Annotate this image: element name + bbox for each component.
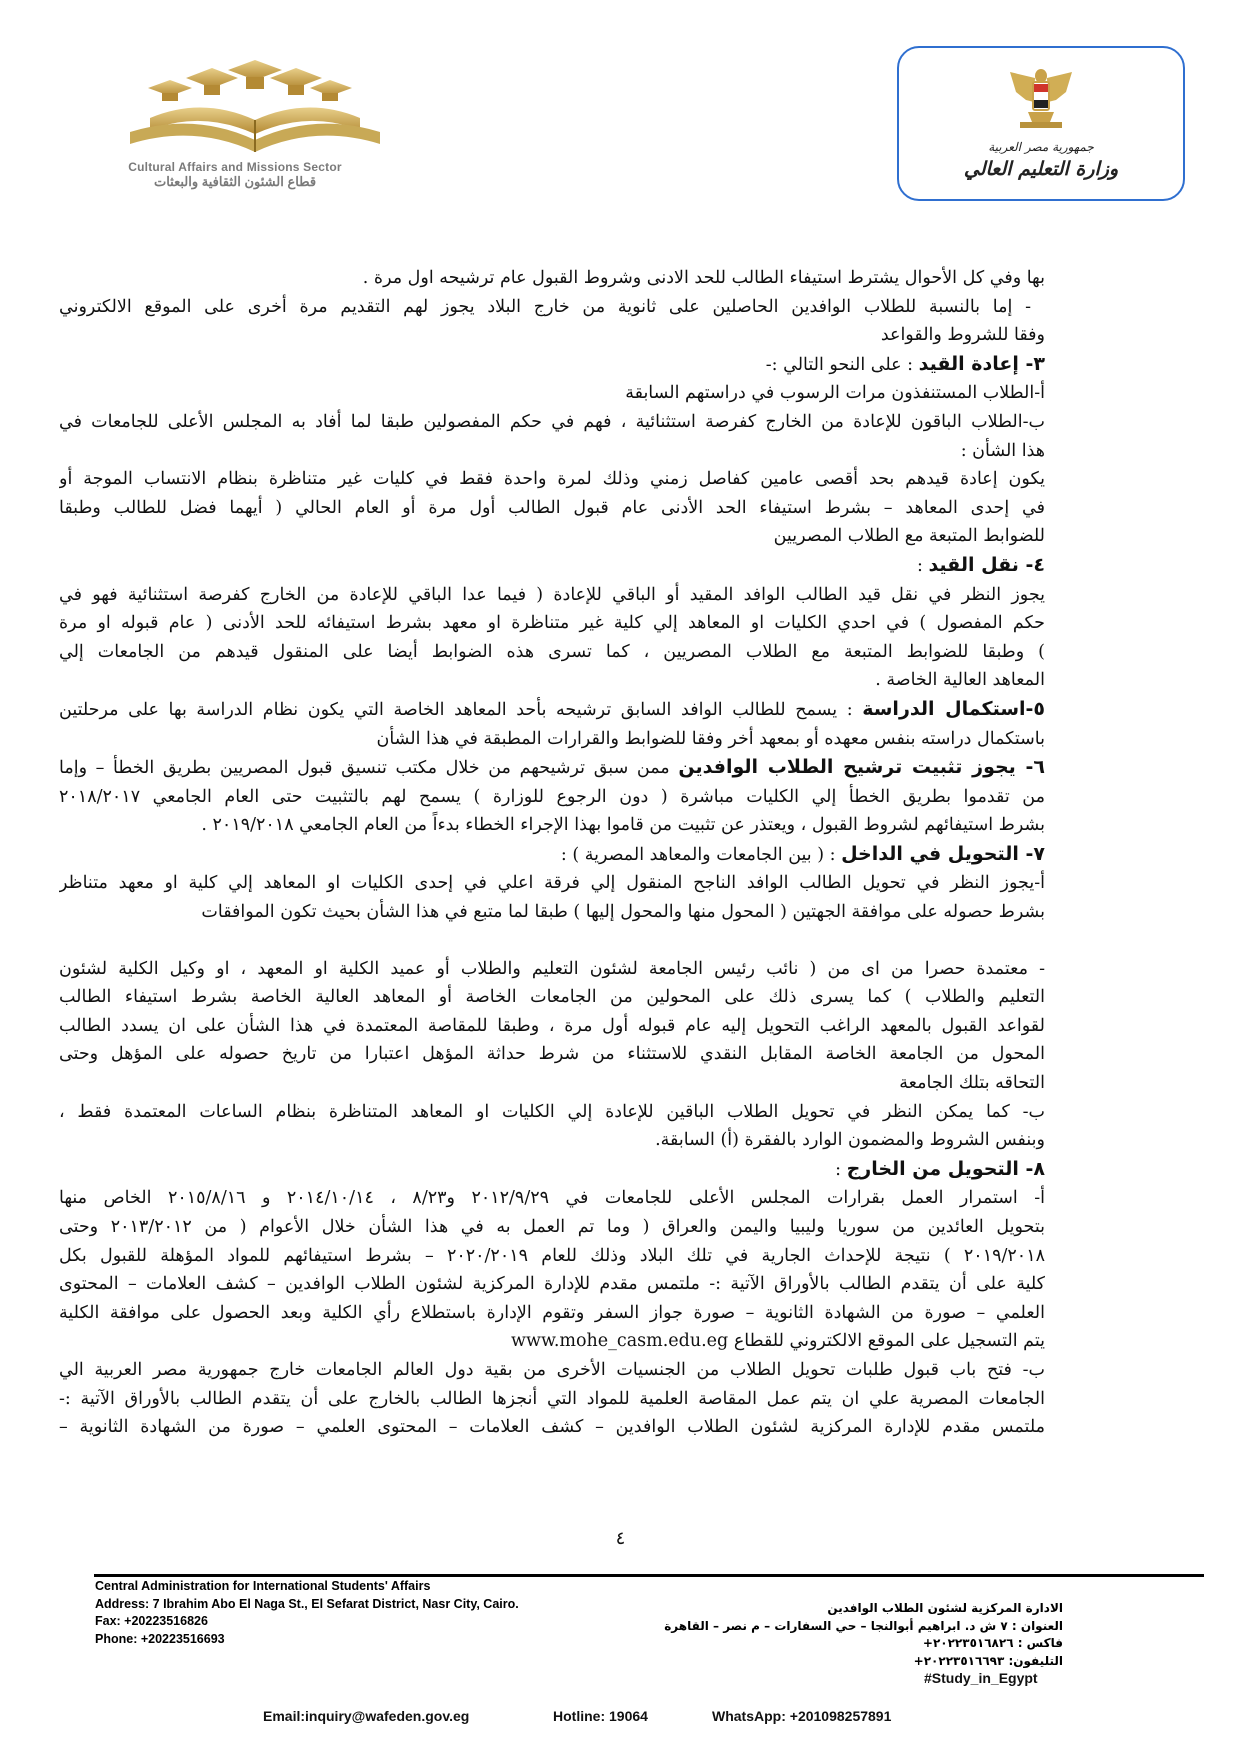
body-text: التعليم والطلاب ) كما يسرى ذلك على المحولين من الجامعات الخاصة أو المعاهد العالية الخاصة بشرط استيفاء الطالب	[59, 987, 1045, 1008]
body-text: أ- استمرار العمل بقرارات المجلس الأعلى للجامعات في ٢٠١٢/٩/٢٩ و٨/٢٣ ، ٢٠١٤/١٠/١٤ و ٢٠١٥/٨/١٦ الخاص منها	[59, 1188, 1045, 1209]
footer-org-ar: الادارة المركزية لشئون الطلاب الوافدين	[827, 1601, 1063, 1615]
body-line	[59, 321, 1045, 350]
body-line	[59, 609, 1045, 638]
body-line	[59, 869, 1045, 898]
body-text: ملتمس مقدم للإدارة المركزية لشئون الطلاب الوافدين – كشف العلامات – المحتوى العلمي – صورة من الشهادة الثانوية –	[59, 1417, 1045, 1438]
body-text: لقواعد القبول بالمعهد الراغب التحويل إليه عام قبوله أول مرة ، وطبقا للمقاصة المعتمدة في هذا الشأن على ان يسدد الطالب	[59, 1015, 1045, 1036]
body-line	[59, 1184, 1045, 1213]
body-text: المحول من الجامعة الخاصة المقابل النقدي للاستثناء من شرط حداثة المؤهل اعتبارا من تاريخ حصوله على المؤهل وحتى	[59, 1044, 1045, 1065]
body-text: حكم المفصول ) في احدي الكليات او المعاهد إلي كلية غير متناظرة او معهد بشرط استيفائه للحد الأدنى ( عام قبوله او مرة	[59, 613, 1045, 634]
body-text: للضوابط المتبعة مع الطلاب المصريين	[773, 526, 1045, 547]
body-text: بها وفي كل الأحوال يشترط استيفاء الطالب للحد الادنى وشروط القبول عام ترشيحه اول مرة .	[362, 268, 1045, 288]
section-heading: ٧- التحويل في الداخل	[841, 842, 1045, 865]
body-line	[59, 1413, 1045, 1442]
section-heading: ٦- يجوز تثبيت ترشيح الطلاب الوافدين	[678, 756, 1045, 779]
ministry-logo-frame	[897, 46, 1185, 201]
section-heading: ٥-استكمال الدراسة	[862, 697, 1045, 720]
body-line	[59, 1040, 1045, 1069]
body-text: يكون إعادة قيدهم بحد أقصى عامين كفاصل زمني وذلك لمرة واحدة فقط في كليات غير متناظرة بنظام الانتساب الموجة أو	[59, 469, 1045, 490]
body-text: باستكمال دراسته بنفس معهده أو بمعهد أخر وفقا للضوابط والقرارات المطبقة في هذا الشأن	[376, 728, 1045, 749]
page-number: ٤	[615, 1528, 626, 1549]
sector-name-en: Cultural Affairs and Missions Sector	[128, 160, 342, 174]
body-line	[59, 408, 1045, 437]
body-line	[59, 955, 1045, 984]
body-text: التحاقه بتلك الجامعة	[899, 1073, 1045, 1094]
body-text: أ-يجوز النظر في تحويل الطالب الوافد الناجح المنقول إلي فرقة اعلي في إحدى الكليات او المعاهد إلي كلية او معهد متناظر	[59, 873, 1045, 894]
body-text: بشرط استيفائهم لشروط القبول ، ويعتذر عن تثبيت من قاموا بهذا الإجراء الخطاء بدءاً من العام الجامعي ٢٠١٩/٢٠١٨ .	[201, 815, 1045, 836]
body-text: بتحويل العائدين من سوريا وليبيا واليمن والعراق ( وما تم العمل به في هذا الشأن خلال الأعوام ( من ٢٠١٣/٢٠١٢ وحتى	[59, 1217, 1045, 1237]
section-heading: ٣- إعادة القيد	[918, 352, 1045, 375]
body-line	[59, 437, 1045, 466]
body-line	[59, 1356, 1045, 1385]
body-text: : يسمح للطالب الوافد السابق ترشيحه بأحد المعاهد الخاصة التي يكون نظام الدراسة بها على مرحلتين	[59, 699, 863, 720]
graduation-books-logo	[90, 60, 380, 160]
body-line	[59, 1213, 1045, 1242]
footer-fax-ar: فاكس : ٢٠٢٢٣٥١٦٨٢٦+	[922, 1636, 1063, 1650]
body-text: :	[835, 1159, 847, 1180]
body-text: وبنفس الشروط والمضمون الوارد بالفقرة (أ) السابقة.	[655, 1130, 1045, 1151]
body-text: ممن سبق ترشيحهم من خلال مكتب تنسيق قبول المصريين بطريق الخطأ – وإما	[59, 758, 679, 779]
country-name: جمهورية مصر العربية	[988, 140, 1094, 154]
document-body	[59, 264, 1045, 1442]
body-line	[59, 494, 1045, 523]
sector-logo	[90, 60, 380, 190]
body-text: : ( بين الجامعات والمعاهد المصرية ) :	[560, 844, 842, 865]
body-text: يجوز النظر في نقل قيد الطالب الوافد المقيد أو الباقي للإعادة ( فيما عدا الباقي للإعادة من الخارج كفرصة استثنائية فهو في	[59, 584, 1045, 605]
body-text: - معتمدة حصرا من اى من ( نائب رئيس الجامعة لشئون التعليم والطلاب أو عميد الكلية او المعهد ، او وكيل الكلية لشئون	[59, 958, 1045, 979]
body-text: ب-الطلاب الباقون للإعادة من الخارج كفرصة استثنائية ، فهم في حكم المفصولين طبقا لما أفاد به المجلس الأعلى للجامعات في	[59, 411, 1045, 432]
body-text: ب- فتح باب قبول طلبات تحويل الطلاب من الجنسيات الأخرى من بقية دول العالم الجامعات خارج جمهورية مصر العربية الي	[59, 1359, 1045, 1380]
footer-email[interactable]: Email:inquiry@wafeden.gov.eg	[263, 1708, 470, 1724]
body-text: كلية على أن يتقدم الطالب بالأوراق الآتية :- ملتمس مقدم للإدارة المركزية لشئون الطلاب الوافدين – كشف العلامات – المحتوى	[59, 1274, 1045, 1295]
footer-org-en: Central Administration for International Students' Affairs	[95, 1579, 431, 1593]
body-line	[59, 350, 1045, 380]
body-line	[59, 638, 1045, 667]
section-heading: ٤- نقل القيد	[928, 553, 1045, 576]
body-text: المعاهد العالية الخاصة .	[875, 670, 1045, 691]
egypt-eagle-icon	[1006, 62, 1076, 132]
body-line	[59, 522, 1045, 551]
body-text: أ-الطلاب المستنفذون مرات الرسوب في دراستهم السابقة	[625, 383, 1045, 404]
footer-phone-ar: التليفون: ٢٠٢٢٣٥١٦٦٩٣+	[913, 1653, 1063, 1668]
body-line	[59, 1385, 1045, 1414]
body-line	[59, 551, 1045, 581]
body-line	[59, 983, 1045, 1012]
hashtag: #Study_in_Egypt	[924, 1670, 1038, 1686]
blank-line	[59, 927, 1045, 955]
ministry-name: وزارة التعليم العالي	[963, 158, 1119, 180]
body-text: :	[916, 555, 929, 576]
body-line	[59, 1242, 1045, 1271]
body-line	[59, 695, 1045, 725]
section-heading: ٨- التحويل من الخارج	[846, 1157, 1045, 1180]
body-line	[59, 898, 1045, 927]
footer-whatsapp: WhatsApp: +201098257891	[712, 1708, 892, 1724]
footer-fax-en: Fax: +20223516826	[95, 1614, 208, 1628]
body-line	[59, 379, 1045, 408]
body-line	[59, 1069, 1045, 1098]
footer-divider	[94, 1574, 1204, 1577]
body-text: - إما بالنسبة للطلاب الوافدين الحاصلين على ثانوية من خارج البلاد يجوز لهم التقديم مرة أخرى على الموقع الالكتروني	[59, 296, 1031, 317]
body-text: هذا الشأن :	[960, 440, 1045, 461]
body-text: يتم التسجيل على الموقع الالكتروني للقطاع www.mohe_casm.edu.eg	[510, 1331, 1045, 1352]
body-line	[59, 666, 1045, 695]
body-line	[59, 1126, 1045, 1155]
body-text: من تقدموا بطريق الخطأ إلي الكليات مباشرة ( دون الرجوع للوزارة ) يسمح لهم بالتثبيت حتى العام الجامعي ٢٠١٨/٢٠١٧	[59, 786, 1045, 807]
body-line	[59, 1012, 1045, 1041]
body-line	[59, 725, 1045, 754]
body-line	[59, 811, 1045, 840]
body-text: ٢٠١٩/٢٠١٨ ) نتيجة للإحداث الجارية في تلك البلاد وذلك للعام ٢٠٢٠/٢٠١٩ – بشرط استيفائهم للمواد المؤهلة للقبول بكل	[59, 1245, 1045, 1266]
body-line	[59, 465, 1045, 494]
body-line	[59, 1098, 1045, 1127]
footer-phone-en: Phone: +20223516693	[95, 1631, 225, 1646]
body-text: : على النحو التالي :-	[765, 354, 919, 375]
body-line	[59, 1327, 1045, 1356]
body-text: ب- كما يمكن النظر في تحويل الطلاب الباقين للإعادة إلي الكليات او المعاهد المتناظرة بنظام الساعات المعتمدة فقط ،	[59, 1101, 1045, 1122]
body-line	[59, 581, 1045, 610]
footer-address-ar	[664, 1600, 1063, 1670]
footer-address-line-en: Address: 7 Ibrahim Abo El Naga St., El Sefarat District, Nasr City, Cairo.	[95, 1596, 519, 1611]
body-text: وفقا للشروط والقواعد	[880, 325, 1045, 346]
body-line	[59, 1270, 1045, 1299]
body-text: الجامعات المصرية علي ان يتم عمل المقاصة العلمية للمواد التي أنجزها الطالب بالخارج على أن يتقدم الطالب بالأوراق الآتية :-	[59, 1388, 1045, 1409]
body-text: ) وطبقا للضوابط المتبعة مع الطلاب المصريين ، كما تسرى هذه الضوابط أيضا على المنقول قيدهم من الجامعات إلي	[59, 641, 1045, 662]
body-line	[59, 1155, 1045, 1185]
body-line	[59, 293, 1045, 322]
body-text: بشرط حصوله على موافقة الجهتين ( المحول منها والمحول إليها ) طبقا لما متبع في هذا الشأن بحيث تكون الموافقات	[201, 902, 1045, 923]
body-line	[59, 1299, 1045, 1328]
footer-address-en	[95, 1578, 519, 1648]
body-line	[59, 264, 1045, 293]
body-text: العلمي – صورة من الشهادة الثانوية – صورة جواز السفر وتقوم الإدارة باستطلاع رأي الكلية وبعد الحصول على موافقة الكلية	[59, 1302, 1045, 1323]
footer-hotline: Hotline: 19064	[553, 1708, 648, 1724]
body-line	[59, 840, 1045, 870]
footer-address-line-ar: العنوان : ٧ ش د. ابراهيم أبوالنجا – حي السفارات – م نصر – القاهرة	[664, 1618, 1063, 1633]
sector-name-ar: قطاع الشئون الثقافية والبعثات	[153, 174, 317, 189]
body-text: في إحدى المعاهد – بشرط استيفاء الحد الأدنى عام قبول الطالب أول مرة أو العام الحالي ( أيهما فضل للطالب وطبقا	[59, 497, 1045, 518]
body-line	[59, 753, 1045, 783]
body-line	[59, 783, 1045, 812]
